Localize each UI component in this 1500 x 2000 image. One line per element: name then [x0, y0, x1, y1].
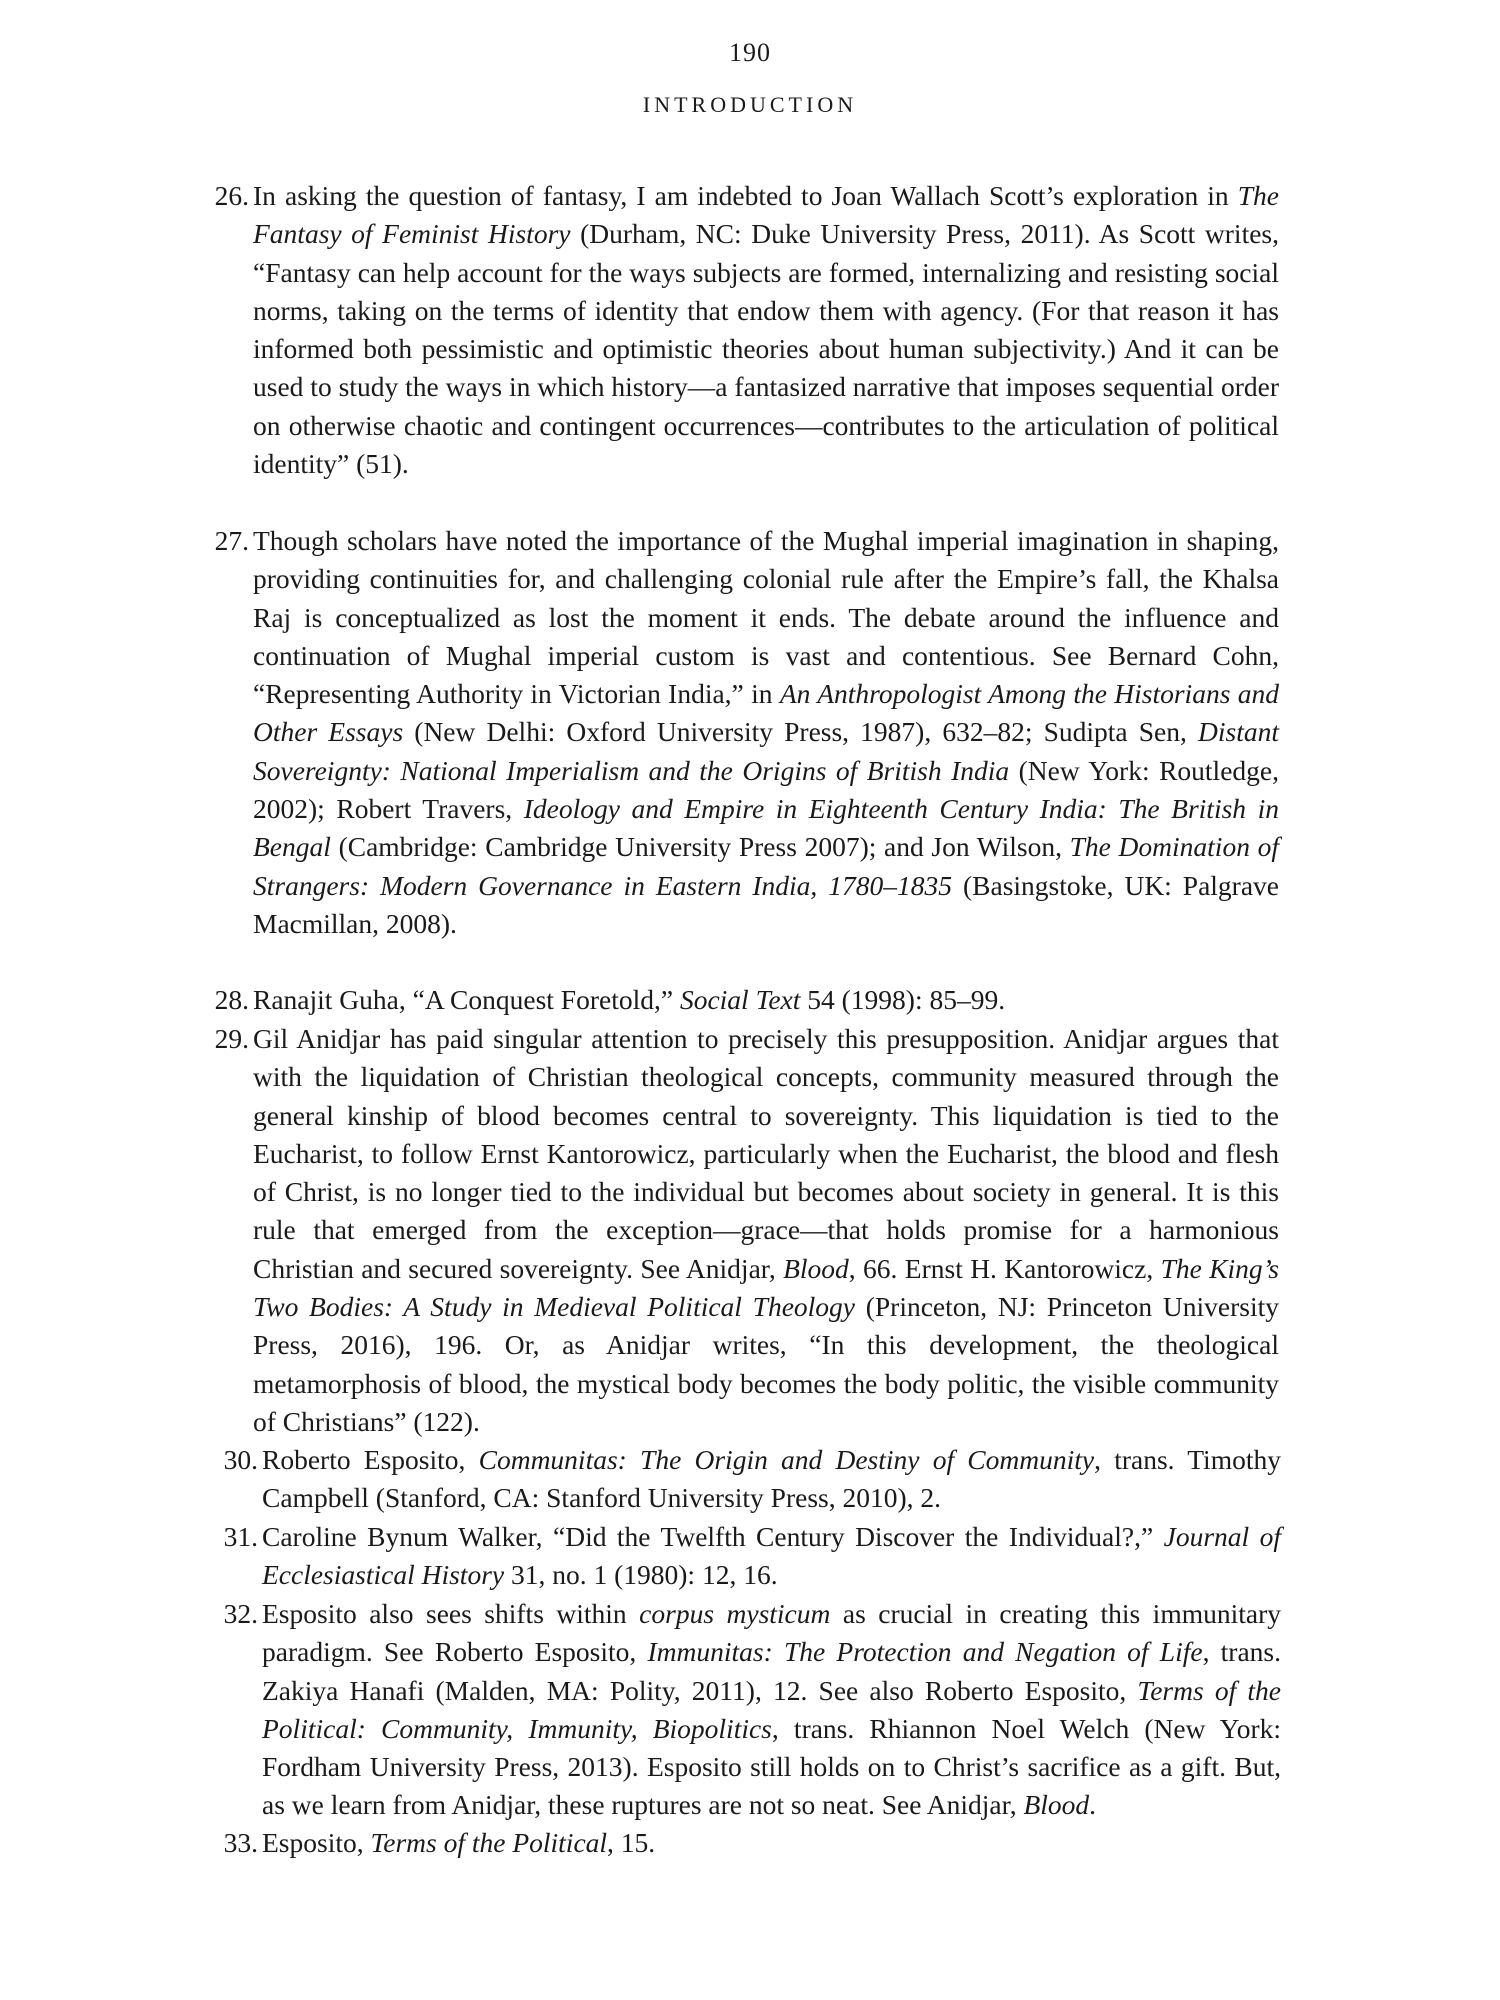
note-text [253, 1020, 1279, 1441]
note-text-run: , trans. Timothy Campbell (Stanford, CA: Stanford University Press, 2010), 2. [262, 1444, 1281, 1514]
note-number: 33. [223, 1827, 258, 1858]
note-text [262, 1824, 1281, 1862]
note-30 [223, 1441, 1281, 1518]
note-29 [214, 1020, 1279, 1441]
note-text [262, 1441, 1281, 1518]
note-text-run: 31, no. 1 (1980): 12, 16. [504, 1559, 778, 1591]
note-text-run: (New York: Routledge, 2002); Robert Travers, [253, 754, 1279, 825]
note-text-run: Esposito also sees shifts within [262, 1598, 640, 1629]
note-text-run: (Cambridge: Cambridge University Press 2007); and Jon Wilson, [330, 831, 1070, 863]
note-text-run: , 15. [607, 1827, 656, 1858]
note-text [253, 522, 1279, 943]
note-text-run: (Basingstoke, UK: Palgrave Macmillan, 2008). [253, 869, 1279, 939]
note-text-run: 54 (1998): 85–99. [800, 984, 1006, 1015]
note-text [253, 981, 1279, 1019]
note-text-run: , trans. Rhiannon Noel Welch (New York: Fordham University Press, 2013). Esposito still holds on to Christ’s sacrifice as a gift. But, as we learn from Anidjar, these ruptures are not so neat. See Anidjar, [262, 1712, 1281, 1821]
note-text-run: In asking the question of fantasy, I am indebted to Joan Wallach Scott’s exploration in [253, 180, 1238, 211]
page-number: 190 [729, 38, 771, 67]
note-number: 32. [223, 1598, 258, 1629]
note-text [262, 1595, 1281, 1825]
note-28 [214, 981, 1279, 1019]
note-text-run: , trans. Zakiya Hanafi (Malden, MA: Polity, 2011), 12. See also Roberto Esposito, [262, 1636, 1281, 1706]
note-text-run: Esposito, [262, 1827, 371, 1858]
note-text-run: (New Delhi: Oxford University Press, 1987), 632–82; Sudipta Sen, [403, 716, 1199, 748]
note-text-run: Ranajit Guha, “A Conquest Foretold,” [253, 984, 680, 1015]
note-text-run: Roberto Esposito, [262, 1444, 479, 1475]
note-27 [214, 522, 1279, 943]
note-text-run: . [1089, 1789, 1097, 1821]
italic-title: An Anthropologist Among the Historians and Other Essays [253, 678, 1279, 748]
note-number: 31. [223, 1521, 258, 1552]
italic-title: Immunitas: The Protection and Negation of Life [647, 1636, 1203, 1668]
italic-title: The King’s Two Bodies: A Study in Medieval Political Theology [253, 1252, 1279, 1323]
italic-title: Distant Sovereignty: National Imperialism and the Origins of British India [253, 716, 1279, 786]
italic-title: Journal of Ecclesiastical History [262, 1521, 1281, 1591]
note-33 [223, 1824, 1281, 1862]
note-26 [214, 177, 1279, 483]
note-text-run: Caroline Bynum Walker, “Did the Twelfth Century Discover the Individual?,” [262, 1521, 1164, 1552]
note-text-run: Though scholars have noted the importance of the Mughal imperial imagination in shaping, providing continuities for, and challenging colonial rule after the Empire’s fall, the Khalsa Raj is conceptualized as lost the moment it ends. The debate around the influence and continuation of Mughal imperial custom is vast and contentious. See Bernard Cohn, “Representing Authority in Victorian India,” in [253, 525, 1279, 710]
note-number: 30. [223, 1444, 258, 1475]
note-number: 29. [214, 1023, 249, 1054]
note-text [262, 1518, 1281, 1595]
note-text-run: (Durham, NC: Duke University Press, 2011). As Scott writes, “Fantasy can help account for the ways subjects are formed, internalizing and resisting social norms, taking on the terms of identity that endow them with agency. (For that reason it has informed both pessimistic and optimistic theories about human subjectivity.) And it can be used to study the ways in which history—a fantasized narrative that imposes sequential order on otherwise chaotic and contingent occurrences—contributes to the articulation of political identity” (51). [253, 218, 1279, 480]
italic-title: Blood [1023, 1789, 1090, 1821]
note-text-run: Gil Anidjar has paid singular attention to precisely this presupposition. Anidjar argues that with the liquidation of Christian theological concepts, community measured through the general kinship of blood becomes central to sovereignty. This liquidation is tied to the Eucharist, to follow Ernst Kantorowicz, particularly when the Eucharist, the blood and flesh of Christ, is no longer tied to the individual but becomes about society in general. It is this rule that emerged from the exception—grace—that holds promise for a harmonious Christian and secured sovereignty. See Anidjar, [253, 1023, 1279, 1284]
italic-title: The Domination of Strangers: Modern Governance in Eastern India, 1780–1835 [253, 831, 1279, 901]
note-text-run: , 66. Ernst H. Kantorowicz, [848, 1252, 1161, 1284]
italic-title: The Fantasy of Feminist History [253, 180, 1279, 250]
note-text-run: as crucial in creating this immunitary paradigm. See Roberto Esposito, [262, 1598, 1281, 1668]
note-number: 28. [214, 984, 249, 1015]
italic-title: Terms of the Political [370, 1827, 608, 1858]
italic-title: Communitas: The Origin and Destiny of Community [478, 1444, 1095, 1475]
note-number: 27. [214, 525, 249, 556]
note-32 [223, 1595, 1281, 1825]
italic-title: Social Text [679, 984, 801, 1015]
italic-title: Ideology and Empire in Eighteenth Century India: The British in Bengal [253, 793, 1279, 863]
italic-title: Terms of the Political: Community, Immunity, Biopolitics [262, 1674, 1281, 1744]
note-text [253, 177, 1279, 483]
italic-title: corpus mysticum [639, 1598, 831, 1629]
note-text-run: (Princeton, NJ: Princeton University Press, 2016), 196. Or, as Anidjar writes, “In this development, the theological metamorphosis of blood, the mystical body becomes the body politic, the visible community of Christians” (122). [253, 1291, 1279, 1437]
italic-title: Blood [783, 1252, 849, 1284]
note-31 [223, 1518, 1281, 1595]
note-number: 26. [214, 180, 249, 211]
running-head: INTRODUCTION [642, 92, 858, 117]
